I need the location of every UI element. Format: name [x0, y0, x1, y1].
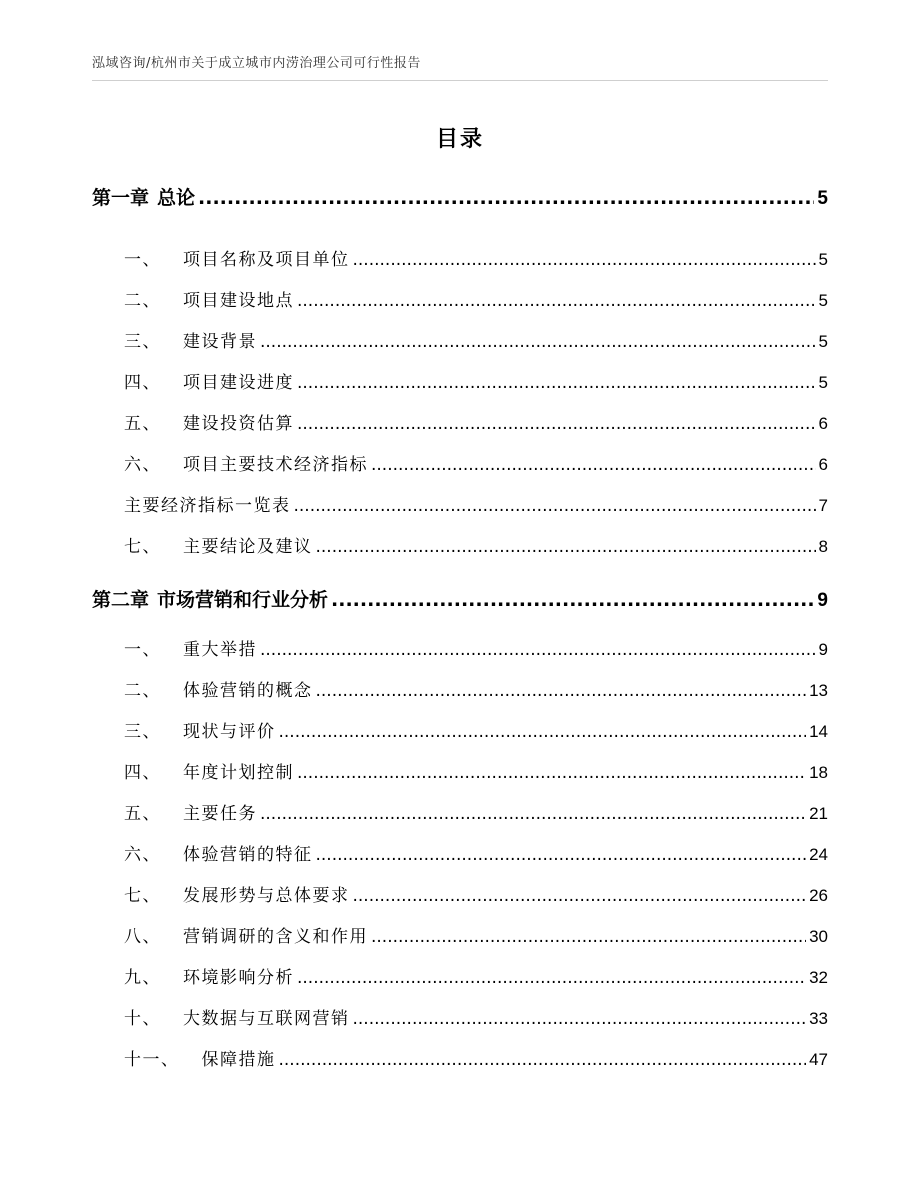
toc-entry-label [124, 758, 294, 783]
toc-entry-number: 三、 [124, 332, 161, 352]
toc-dot-leader [316, 845, 807, 865]
toc-page-number: 13 [809, 681, 828, 700]
toc-page-number: 5 [818, 250, 828, 269]
toc-section-entry[interactable] [124, 881, 828, 906]
toc-page-number: 5 [817, 188, 828, 209]
toc-dot-leader [279, 722, 807, 742]
toc-dot-leader [297, 763, 806, 783]
toc-entry-label [124, 799, 257, 824]
toc-dot-leader [353, 250, 816, 270]
toc-section-entry[interactable] [124, 963, 828, 988]
toc-entry-number: 五、 [124, 804, 161, 824]
toc-entry-label [124, 922, 368, 947]
toc-chapter-entry[interactable] [92, 585, 828, 612]
toc-section-entry[interactable] [124, 286, 828, 311]
toc-dot-leader [294, 496, 816, 516]
toc-page-number: 5 [818, 373, 828, 392]
toc-entry-label [124, 245, 350, 270]
toc-chapter-entry[interactable] [92, 183, 828, 210]
toc-dot-leader [260, 640, 816, 660]
toc-dot-leader [371, 455, 816, 475]
toc-section-entry[interactable] [124, 368, 828, 393]
toc-section-entry[interactable] [124, 799, 828, 824]
toc-page-number: 21 [809, 804, 828, 823]
toc-entry-number: 第一章 [92, 187, 150, 209]
toc-entry-label [124, 717, 276, 742]
toc-page-number: 18 [809, 763, 828, 782]
toc-entry-label [124, 491, 291, 516]
toc-entry-number: 六、 [124, 455, 161, 475]
toc-dot-leader [316, 537, 816, 557]
toc-page-number: 5 [818, 291, 828, 310]
toc-entry-title: 主要结论及建议 [183, 537, 313, 557]
toc-dot-leader [353, 1009, 807, 1029]
toc-title: 目录 [435, 127, 484, 152]
toc-entry-label [124, 676, 313, 701]
toc-page-number: 32 [809, 968, 828, 987]
toc-page-number: 26 [809, 886, 828, 905]
toc-entry-title: 体验营销的概念 [183, 681, 313, 701]
toc-page-number: 5 [818, 332, 828, 351]
toc-entry-title: 发展形势与总体要求 [183, 886, 350, 906]
toc-dot-leader [353, 886, 807, 906]
toc-entry-title: 建设背景 [183, 332, 257, 352]
page-header: 泓域咨询/杭州市关于成立城市内涝治理公司可行性报告 [92, 56, 421, 71]
toc-section-entry[interactable] [124, 409, 828, 434]
toc-entry-title: 建设投资估算 [183, 414, 294, 434]
toc-entry-number: 六、 [124, 845, 161, 865]
toc-entry-number: 五、 [124, 414, 161, 434]
toc-entry-label [124, 327, 257, 352]
toc-entry-label [124, 286, 294, 311]
toc-entry-title: 项目建设地点 [183, 291, 294, 311]
toc-entry-title: 主要任务 [183, 804, 257, 824]
toc-entry-label [124, 1004, 350, 1029]
toc-dot-leader [279, 1050, 807, 1070]
toc-page-number: 6 [818, 414, 828, 433]
toc-entry-label [124, 840, 313, 865]
toc-dot-leader [331, 589, 814, 611]
toc-page-number: 47 [809, 1050, 828, 1069]
toc-dot-leader [260, 804, 806, 824]
toc-entry-title: 现状与评价 [183, 722, 276, 742]
toc-entry-label [124, 881, 350, 906]
toc-entry-title: 营销调研的含义和作用 [183, 927, 368, 947]
toc-dot-leader [297, 373, 816, 393]
toc-entry-label [124, 368, 294, 393]
toc-page-number: 33 [809, 1009, 828, 1028]
toc-dot-leader [371, 927, 806, 947]
toc-entry-number: 三、 [124, 722, 161, 742]
toc-entry-label [124, 635, 257, 660]
toc-dot-leader [297, 291, 816, 311]
toc-section-entry[interactable] [124, 327, 828, 352]
toc-section-entry[interactable] [124, 717, 828, 742]
toc-dot-leader [198, 187, 814, 209]
toc-page-number: 9 [818, 640, 828, 659]
toc-entry-title: 体验营销的特征 [183, 845, 313, 865]
toc-dot-leader [316, 681, 807, 701]
toc-entry-number: 七、 [124, 537, 161, 557]
toc-entry-label [124, 963, 294, 988]
toc-section-entry[interactable] [124, 450, 828, 475]
header-divider [92, 80, 828, 81]
toc-entry-number: 八、 [124, 927, 161, 947]
toc-entry-title: 项目主要技术经济指标 [183, 455, 368, 475]
toc-entry-number: 九、 [124, 968, 161, 988]
toc-section-entry[interactable] [124, 1004, 828, 1029]
toc-section-entry[interactable] [124, 840, 828, 865]
toc-section-entry[interactable] [124, 922, 828, 947]
toc-entry-title: 环境影响分析 [183, 968, 294, 988]
toc-entry-title: 大数据与互联网营销 [183, 1009, 350, 1029]
toc-entry-title: 重大举措 [183, 640, 257, 660]
toc-page-number: 14 [809, 722, 828, 741]
toc-page-number: 7 [818, 496, 828, 515]
toc-entry-number: 十一、 [124, 1050, 180, 1070]
toc-section-entry[interactable] [124, 758, 828, 783]
toc-entry-title: 主要经济指标一览表 [124, 496, 291, 516]
toc-entry-label [124, 1045, 276, 1070]
toc-section-entry[interactable] [124, 245, 828, 270]
toc-entry-title: 市场营销和行业分析 [157, 589, 329, 611]
toc-entry-title: 年度计划控制 [183, 763, 294, 783]
toc-entry-label [124, 409, 294, 434]
toc-entry-number: 一、 [124, 640, 161, 660]
toc-entry-number: 四、 [124, 763, 161, 783]
toc-entry-number: 四、 [124, 373, 161, 393]
toc-page-number: 6 [818, 455, 828, 474]
toc-entry-title: 项目建设进度 [183, 373, 294, 393]
toc-section-entry[interactable] [124, 676, 828, 701]
toc-entry-number: 一、 [124, 250, 161, 270]
toc-section-entry[interactable] [124, 532, 828, 557]
toc-page-number: 30 [809, 927, 828, 946]
toc-entry-label [124, 532, 313, 557]
toc-entry-title: 保障措施 [201, 1050, 276, 1070]
toc-entry-label [124, 450, 368, 475]
toc-entry-label [92, 183, 195, 210]
toc-entry-title: 总论 [157, 187, 196, 209]
toc-entry-number: 十、 [124, 1009, 161, 1029]
toc-entry-number: 七、 [124, 886, 161, 906]
toc-entry-title: 项目名称及项目单位 [183, 250, 350, 270]
toc-section-entry[interactable] [124, 635, 828, 660]
toc-dot-leader [297, 414, 816, 434]
toc-entry-label [92, 585, 328, 612]
toc-dot-leader [260, 332, 816, 352]
toc-page-number: 8 [818, 537, 828, 556]
toc-entry-number: 二、 [124, 681, 161, 701]
toc-entry-number: 二、 [124, 291, 161, 311]
toc-page-number: 9 [817, 590, 828, 611]
toc-dot-leader [297, 968, 806, 988]
toc-entry-number: 第二章 [92, 589, 150, 611]
toc-page-number: 24 [809, 845, 828, 864]
toc-section-entry[interactable] [124, 1045, 828, 1070]
toc-section-entry[interactable] [124, 491, 828, 516]
